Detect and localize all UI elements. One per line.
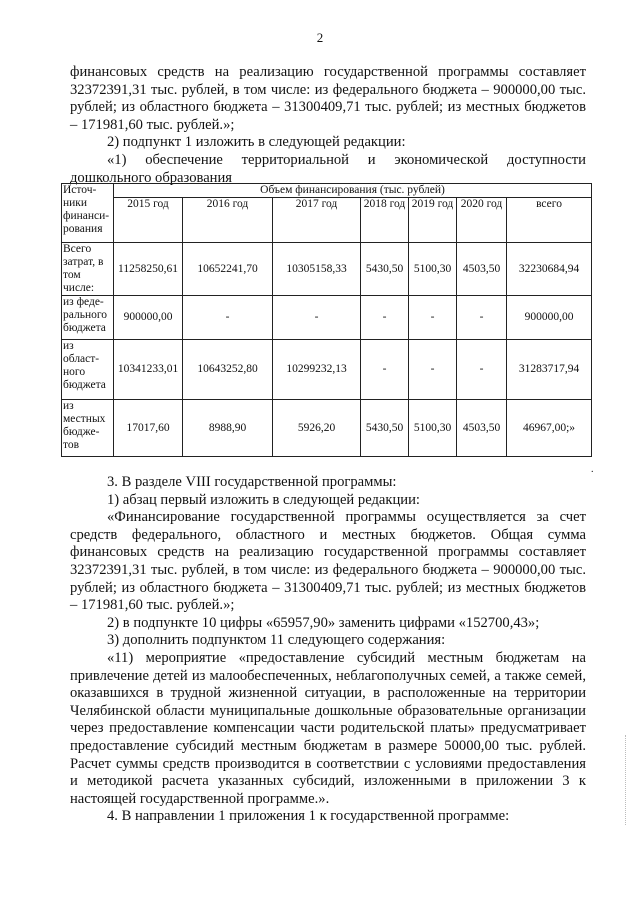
trailing-dot: . xyxy=(591,464,594,475)
cell-value: - xyxy=(409,296,457,340)
page-number: 2 xyxy=(316,30,324,45)
header-financing-volume: Объем финансирования (тыс. рублей) xyxy=(114,184,592,198)
section-3-quote: «Финансирование государственной программы осуществляется за счет средств федерального, областного и местных бюджетов. Общая сумма финансовых средств на реализацию государственной программы составляет 32372391,31 тыс. рублей, в том числе: из федерального бюджета – 900000,00 тыс. рублей; из областного бюджета – 31300409,71 тыс. рублей; из местных бюджетов – 171981,60 тыс. рублей.»; xyxy=(70,509,586,614)
row-label: из феде-рального бюджета xyxy=(62,296,114,340)
financing-table xyxy=(61,183,592,457)
cell-value: 5430,50 xyxy=(361,400,409,457)
intro-paragraph: финансовых средств на реализацию государственной программы составляет 32372391,31 тыс. рублей, в том числе: из федерального бюджета – 900000,00 тыс. рублей; из областного бюджета – 31300409,71 тыс. рублей; из местных бюджетов – 171981,60 тыс. рублей.»; xyxy=(70,64,586,133)
cell-value: 5926,20 xyxy=(273,400,361,457)
cell-value: - xyxy=(183,296,273,340)
cell-value: 10643252,80 xyxy=(183,340,273,400)
cell-value: 5430,50 xyxy=(361,243,409,296)
section-3-item-3: 3) дополнить подпунктом 11 следующего содержания: xyxy=(107,632,446,649)
cell-value: - xyxy=(361,296,409,340)
row-label: из област-ного бюджета xyxy=(62,340,114,400)
table-row xyxy=(62,340,592,400)
table-row xyxy=(62,296,592,340)
cell-value: 10652241,70 xyxy=(183,243,273,296)
section-3-item-1: 1) абзац первый изложить в следующей редакции: xyxy=(107,491,420,508)
table-row xyxy=(62,400,592,457)
header-source: Источ-ники финанси-рования xyxy=(62,184,114,243)
cell-value: 46967,00;» xyxy=(507,400,592,457)
section-4-heading: 4. В направлении 1 приложения 1 к государственной программе: xyxy=(107,808,510,825)
header-year: 2015 год xyxy=(114,198,183,243)
section-3-block xyxy=(70,474,586,826)
header-year: 2017 год xyxy=(273,198,361,243)
cell-value: 11258250,61 xyxy=(114,243,183,296)
cell-value: 5100,30 xyxy=(409,243,457,296)
header-year: 2019 год xyxy=(409,198,457,243)
cell-value: 10341233,01 xyxy=(114,340,183,400)
section-3-item-11: «11) мероприятие «предоставление субсидий местным бюджетам на привлечение детей из малообеспеченных, неблагополучных семей, а также семей, оказавшихся в трудной жизненной ситуации, в расположенные на территории Челябинской области муниципальные дошкольные образовательные организации через предоставление компенсации части родительской платы» предусматривает предоставление субсидий местным бюджетам в размере 50000,00 тыс. рублей. Расчет суммы средств производится в соответствии с условиями предоставления и методикой расчета указанных субсидий, изложенными в приложении 3 к настоящей государственной программе.». xyxy=(70,649,586,807)
header-total: всего xyxy=(507,198,592,243)
row-label: из местных бюдже-тов xyxy=(62,400,114,457)
cell-value: - xyxy=(361,340,409,400)
cell-value: 10299232,13 xyxy=(273,340,361,400)
cell-value: 31283717,94 xyxy=(507,340,592,400)
cell-value: 900000,00 xyxy=(114,296,183,340)
cell-value: 4503,50 xyxy=(457,243,507,296)
cell-value: 10305158,33 xyxy=(273,243,361,296)
cell-value: - xyxy=(457,340,507,400)
row-label: Всего затрат, в том числе: xyxy=(62,243,114,296)
header-year: 2018 год xyxy=(361,198,409,243)
header-year: 2016 год xyxy=(183,198,273,243)
cell-value: 17017,60 xyxy=(114,400,183,457)
cell-value: 5100,30 xyxy=(409,400,457,457)
header-year: 2020 год xyxy=(457,198,507,243)
subitem-2-quote: «1) обеспечение территориальной и экономической доступности дошкольного образования xyxy=(70,151,586,186)
cell-value: 900000,00 xyxy=(507,296,592,340)
cell-value: - xyxy=(457,296,507,340)
cell-value: - xyxy=(273,296,361,340)
table-row xyxy=(62,243,592,296)
intro-block xyxy=(70,64,586,187)
section-3-item-2: 2) в подпункте 10 цифры «65957,90» заменить цифрами «152700,43»; xyxy=(107,614,540,631)
cell-value: 8988,90 xyxy=(183,400,273,457)
cell-value: 4503,50 xyxy=(457,400,507,457)
cell-value: 32230684,94 xyxy=(507,243,592,296)
section-3-heading: 3. В разделе VIII государственной программы: xyxy=(107,474,397,490)
cell-value: - xyxy=(409,340,457,400)
subitem-2: 2) подпункт 1 изложить в следующей редакции: xyxy=(107,134,406,151)
scan-edge-mark xyxy=(625,735,632,825)
